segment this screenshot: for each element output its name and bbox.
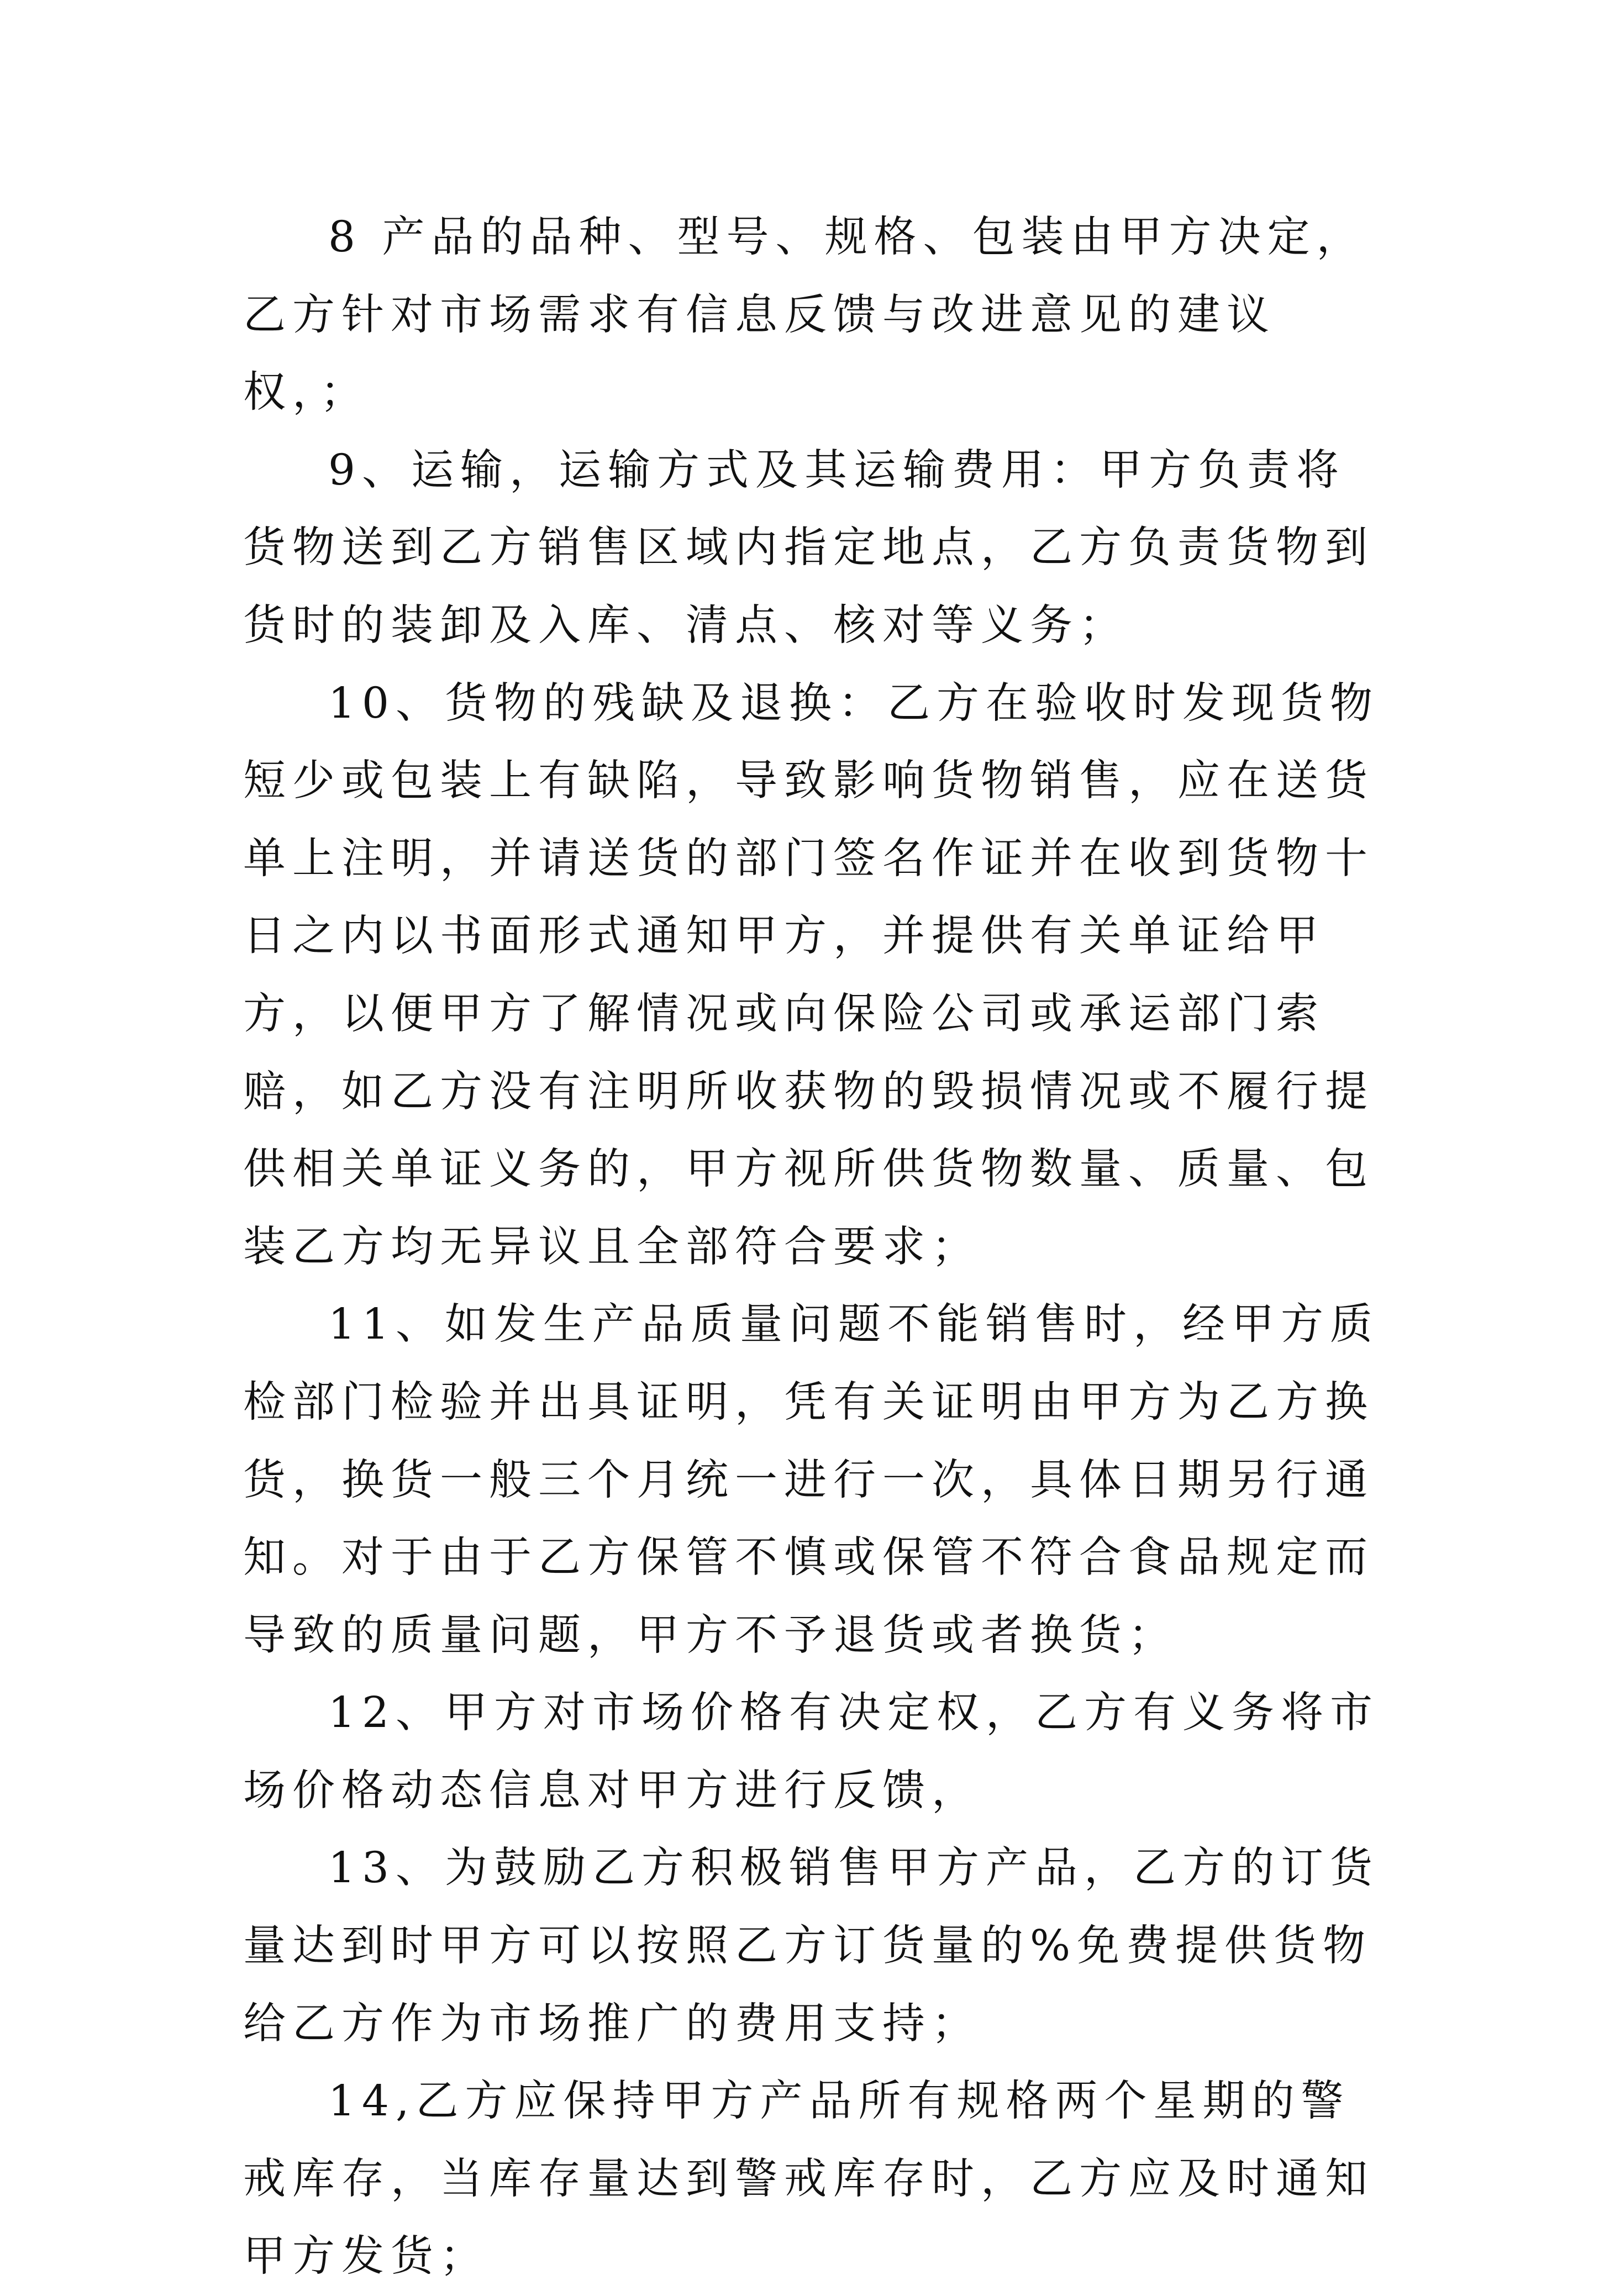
paragraph-clause-8: 8 产品的品种、型号、规格、包装由甲方决定，乙方针对市场需求有信息反馈与改进意见的建议权，； — [243, 213, 1366, 418]
paragraph-clause-12: 12、甲方对市场价格有决定权，乙方有义务将市场价格动态信息对甲方进行反馈， — [243, 1688, 1379, 1815]
paragraph-clause-10: 10、货物的残缺及退换：乙方在验收时发现货物短少或包装上有缺陷，导致影响货物销售，应在送货单上注明，并请送货的部门签名作证并在收到货物十日之内以书面形式通知甲方，并提供有关单证给甲方，以便甲方了解情况或向保险公司或承运部门索赔，如乙方没有注明所收获物的毁损情况或不履行提供相关单证义务的，甲方视所供货物数量、质量、包装乙方均无异议且全部符合要求； — [243, 678, 1379, 1272]
paragraph-clause-9: 9、运输，运输方式及其运输费用：甲方负责将货物送到乙方销售区域内指定地点，乙方负责货物到货时的装卸及入库、清点、核对等义务； — [243, 445, 1374, 650]
document-body — [243, 199, 1381, 2296]
paragraph-clause-14: 14,乙方应保持甲方产品所有规格两个星期的警戒库存，当库存量达到警戒库存时，乙方应及时通知甲方发货； — [243, 2077, 1374, 2282]
paragraph-clause-13: 13、为鼓励乙方积极销售甲方产品，乙方的订货量达到时甲方可以按照乙方订货量的%免费提供货物给乙方作为市场推广的费用支持； — [243, 1844, 1379, 2049]
paragraph-clause-11: 11、如发生产品质量问题不能销售时，经甲方质检部门检验并出具证明，凭有关证明由甲方为乙方换货，换货一般三个月统一进行一次，具体日期另行通知。对于由于乙方保管不慎或保管不符合食品规定而导致的质量问题，甲方不予退货或者换货； — [243, 1300, 1379, 1660]
